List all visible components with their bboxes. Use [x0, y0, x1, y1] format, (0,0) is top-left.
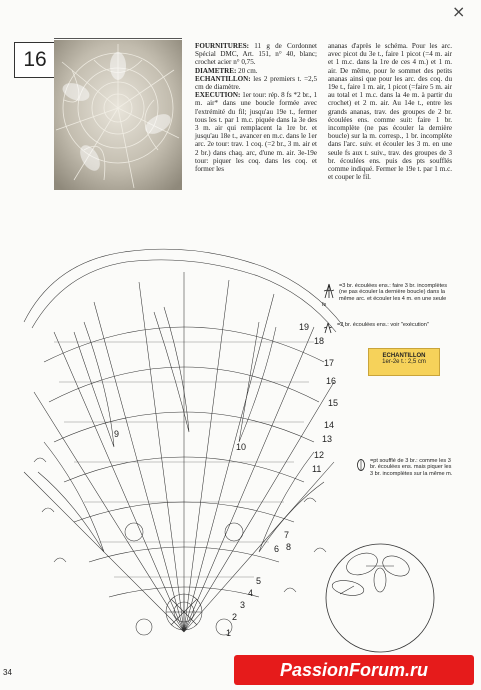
lace-doily-photo — [54, 40, 182, 190]
round-number-5: 5 — [256, 576, 262, 586]
round-number-15: 15 — [328, 398, 339, 408]
round-number-16: 16 — [326, 376, 337, 386]
legend-text-1: =3 br. écoulées ens.: faire 3 br. incomplètes (ne pas écouler la dernière boucle) dans la même arc. et écouler les 4 m. en une seule fs — [322, 283, 448, 309]
execution-label: EXECUTION: — [195, 91, 241, 100]
execution-text: 1er tour: rép. 8 fs *2 br., 1 m. air* dans une boucle formée avec l'extrémité du fil; jusqu'au 19e t., fermer tous les t. par 1 m.c. piquée dans la 3e des 3 m. air qui remplacent la 1re br. et jusqu'au 18e t., avancer en m.c. dans le 1er arc. 2e tour: trav. 1 coq. (=2 br., 3 m. air et 2 br.) dans chaq. arc, d'une m. air. 3e-19e tour: piquer les coq. dans les coq. et former les — [195, 91, 317, 174]
legend-item-puff-stitch — [355, 458, 455, 477]
round-number-8: 8 — [286, 542, 292, 552]
echantillon-label: ECHANTILLON: — [195, 74, 251, 83]
diametre-text: 20 cm. — [238, 66, 258, 75]
round-number-10: 10 — [236, 442, 247, 452]
sample-title: ECHANTILLON — [382, 353, 426, 359]
round-number-7: 7 — [284, 530, 290, 540]
fournitures-label: FOURNITURES: — [195, 42, 249, 50]
round-number-6: 6 — [274, 544, 280, 554]
round-number-1: 1 — [226, 628, 232, 638]
echantillon-sample-box — [368, 348, 440, 376]
fournitures-text: 11 g de Cordonnet Spécial DMC, Art. 151, n° 40, blanc; crochet acier n° 0,75. — [195, 42, 317, 67]
close-icon[interactable]: × — [452, 2, 466, 21]
round-number-18: 18 — [314, 336, 325, 346]
round-number-2: 2 — [232, 612, 238, 622]
instructions-column-2 — [328, 42, 452, 181]
echantillon-text: les 2 premiers t. =2,5 cm de diamètre. — [195, 74, 317, 92]
round-number-19: 19 — [299, 322, 310, 332]
instructions-column-1 — [195, 42, 317, 173]
diametre-label: DIAMETRE: — [195, 66, 237, 75]
crochet-chart-diagram — [14, 232, 354, 652]
pattern-number-badge — [14, 42, 56, 78]
round-number-14: 14 — [324, 420, 335, 430]
round-number-17: 17 — [324, 358, 335, 368]
execution-continued-text: ananas d'après le schéma. Pour les arc. avec picot du 3e t., faire 1 picot (=4 m. air et 1 m.c. dans la 1re de ces 4 m.) et 1 m. air. De même, pour le sommet des petits ananas ainsi que pour les arc. des coq. du 19e t., faire 1 m. air, 1 picot (=faire 5 m. air au total et 1 m.c. dans la 4e m. à partir du crochet) et 2 m. air. Au 14e t., entre les grands ananas, trav. des groupes de 2 br. écoulées ens. comme suit: faire 1 br. incomplète (ne pas écouler la dernière boucle) sur la m. corresp., 1 br. incomplète dans l'arc. suiv. et écouler les 3 m. en une seule fs aux t. suiv., trav. des groupes de 3 br. écoulées ens. puis des pts soufflés comme indiqué. Fermer le 19e t. par 1 m.c. et couper le fil. — [328, 42, 452, 182]
legend-text-2: =2 br. écoulées ens.: voir "exécution" — [337, 322, 429, 328]
page-number: 34 — [3, 668, 12, 677]
sample-subtitle: 1er-2e t.: 2,5 cm — [382, 359, 426, 365]
watermark-banner — [234, 655, 474, 685]
divider — [54, 38, 182, 39]
round-number-12: 12 — [314, 450, 325, 460]
watermark-text: PassionForum.ru — [279, 659, 429, 680]
legend-text-3: =pt soufflé de 3 br.: comme les 3 br. écoulées ens. mais piquer les 3 br. incomplètes sur la même m. — [370, 458, 453, 477]
sample-motif-drawing — [310, 536, 450, 654]
round-number-3: 3 — [240, 600, 246, 610]
round-number-9: 9 — [114, 429, 120, 439]
puff-stitch-symbol-icon — [355, 458, 367, 472]
round-number-11: 11 — [312, 464, 322, 474]
round-number-4: 4 — [248, 588, 254, 598]
round-number-13: 13 — [322, 434, 333, 444]
pattern-number: 16 — [23, 48, 47, 71]
